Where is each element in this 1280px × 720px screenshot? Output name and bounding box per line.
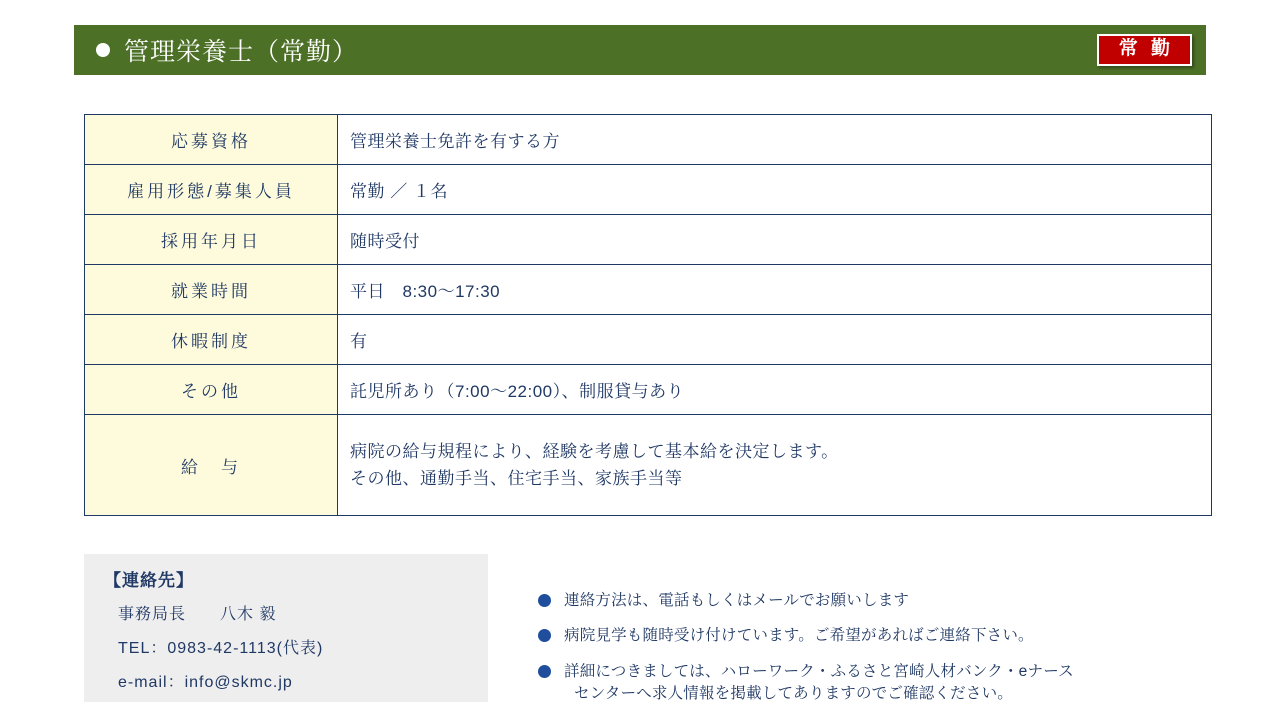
contact-phone: TEL：0983-42-1113(代表) xyxy=(118,640,324,657)
note-text-line-2: センターへ求人情報を掲載してありますのでご確認ください。 xyxy=(574,685,1013,703)
notes-list xyxy=(538,590,1138,719)
row-label: 給 与 xyxy=(85,415,338,516)
row-value: 常勤 ／ １名 xyxy=(338,165,1212,215)
row-label: 雇用形態/募集人員 xyxy=(85,165,338,215)
note-text-line-1: 詳細につきましては、ハローワーク・ふるさと宮崎人材バンク・eナース xyxy=(564,662,1074,680)
table-row xyxy=(85,315,1212,365)
row-value: 平日 8:30〜17:30 xyxy=(338,265,1212,315)
list-item xyxy=(538,661,1138,706)
table-row xyxy=(85,215,1212,265)
contact-title: 【連絡先】 xyxy=(104,571,194,590)
contact-email: e-mail：info@skmc.jp xyxy=(118,674,293,691)
note-text xyxy=(564,661,1074,706)
note-text: 病院見学も随時受け付けています。ご希望があればご連絡下さい。 xyxy=(564,627,1034,645)
bullet-circle-icon xyxy=(538,665,551,678)
status-badge: 常 勤 xyxy=(1097,34,1192,66)
row-label: 就業時間 xyxy=(85,265,338,315)
row-value: 随時受付 xyxy=(338,215,1212,265)
page-title: 管理栄養士（常勤） xyxy=(124,38,359,66)
filled-circle-icon xyxy=(96,43,110,57)
list-item xyxy=(538,590,1138,612)
row-value: 託児所あり（7:00〜22:00）、制服貸与あり xyxy=(338,365,1212,415)
job-details-table xyxy=(84,114,1212,516)
contact-person: 事務局長 八木 毅 xyxy=(118,606,277,623)
table-row xyxy=(85,265,1212,315)
table-row xyxy=(85,365,1212,415)
contact-box xyxy=(84,554,488,702)
row-value xyxy=(338,415,1212,516)
table-row xyxy=(85,415,1212,516)
bullet-circle-icon xyxy=(538,594,551,607)
table-row xyxy=(85,165,1212,215)
row-label: 休暇制度 xyxy=(85,315,338,365)
bullet-circle-icon xyxy=(538,629,551,642)
row-value: 有 xyxy=(338,315,1212,365)
job-header-bar xyxy=(74,25,1206,75)
row-value-line-1: 病院の給与規程により、経験を考慮して基本給を決定します。 xyxy=(350,441,839,461)
note-text: 連絡方法は、電話もしくはメールでお願いします xyxy=(564,592,910,609)
table-row xyxy=(85,115,1212,165)
list-item xyxy=(538,625,1138,647)
row-label: 採用年月日 xyxy=(85,215,338,265)
row-value-line-2: その他、通勤手当、住宅手当、家族手当等 xyxy=(350,469,683,488)
row-label: その他 xyxy=(85,365,338,415)
row-label: 応募資格 xyxy=(85,115,338,165)
row-value: 管理栄養士免許を有する方 xyxy=(338,115,1212,165)
